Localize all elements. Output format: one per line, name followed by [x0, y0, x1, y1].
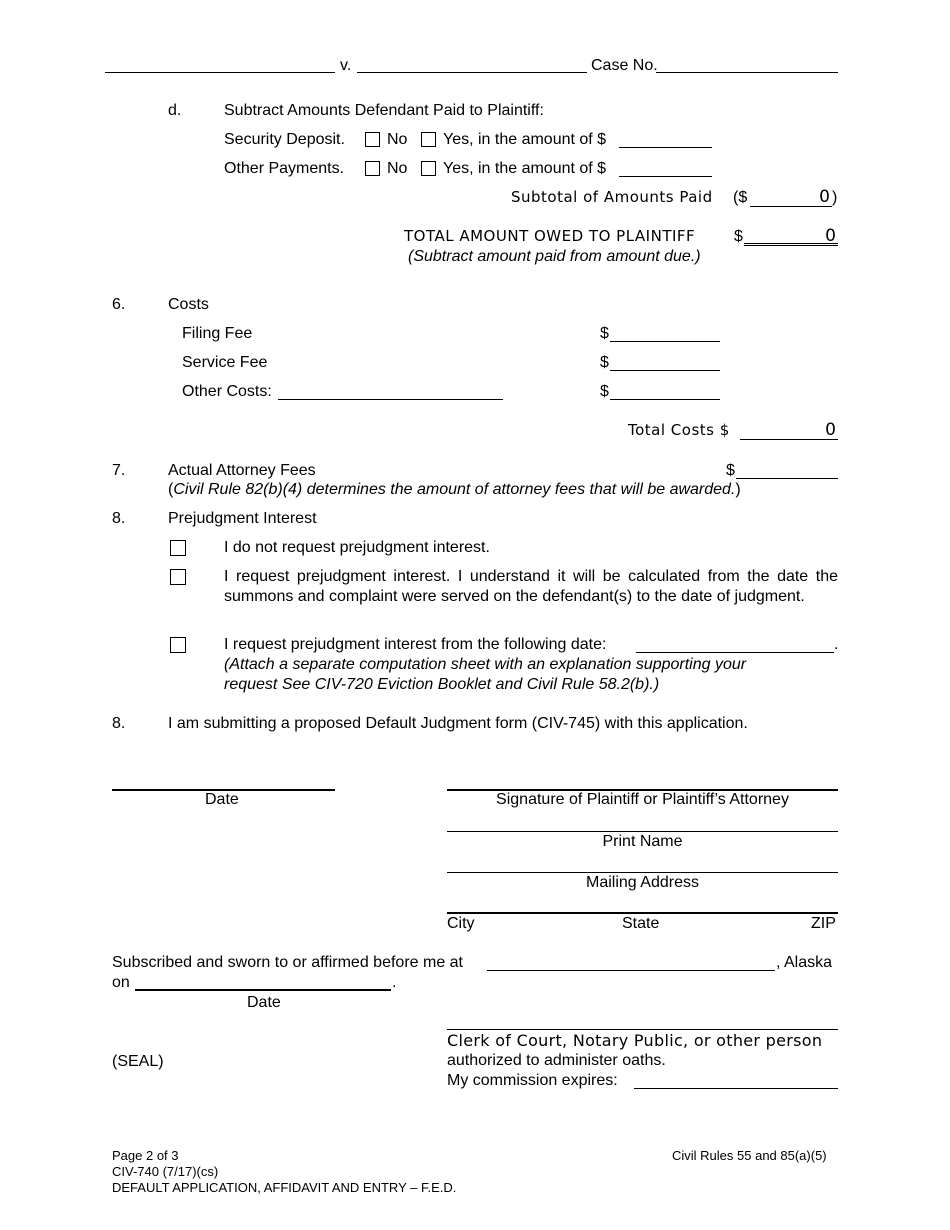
section-d-title: Subtract Amounts Defendant Paid to Plaintiff: — [224, 102, 544, 119]
footer-form-id: CIV-740 (7/17)(cs) — [112, 1164, 219, 1179]
on-label: on — [112, 974, 130, 991]
alaska-label: , Alaska — [776, 954, 833, 971]
filing-fee-dollar: $ — [600, 325, 609, 342]
other-payments-no-checkbox[interactable] — [365, 161, 380, 176]
security-deposit-amount-field[interactable] — [619, 147, 712, 148]
footer-form-title: DEFAULT APPLICATION, AFFIDAVIT AND ENTRY – F.E.D. — [112, 1180, 457, 1195]
footer-page: Page 2 of 3 — [112, 1148, 179, 1163]
total-costs-label: Total Costs $ — [628, 421, 730, 439]
print-name-label: Print Name — [602, 833, 683, 850]
total-costs-value: 0 — [825, 420, 836, 440]
section-d-number: d. — [168, 102, 182, 119]
total-owed-note: (Subtract amount paid from amount due.) — [408, 248, 701, 265]
section-8b-text: I am submitting a proposed Default Judgment form (CIV-745) with this application. — [168, 715, 748, 732]
sworn-location-field[interactable] — [487, 970, 775, 971]
section-7-title: Actual Attorney Fees — [168, 462, 316, 479]
attorney-fees-note — [168, 480, 741, 500]
subtotal-value: 0 — [819, 187, 830, 207]
other-costs-field[interactable] — [610, 399, 720, 400]
signature-label: Signature of Plaintiff or Plaintiff’s Attorney — [496, 791, 789, 808]
authorized-label: authorized to administer oaths. — [447, 1052, 666, 1069]
subtotal-open: ($ — [733, 189, 748, 206]
service-fee-dollar: $ — [600, 354, 609, 371]
service-fee-label: Service Fee — [182, 354, 268, 371]
attorney-fees-field[interactable] — [736, 478, 838, 479]
section-6-number: 6. — [112, 296, 126, 313]
section-8b-number: 8. — [112, 715, 126, 732]
request-interest-checkbox[interactable] — [170, 569, 186, 585]
other-payments-yes-label: Yes, in the amount of $ — [443, 160, 607, 177]
city-label: City — [447, 915, 475, 932]
section-8a-number: 8. — [112, 510, 126, 527]
total-owed-dollar: $ — [734, 228, 743, 245]
section-7-number: 7. — [112, 462, 126, 479]
security-deposit-yes-label: Yes, in the amount of $ — [443, 131, 607, 148]
clerk-label: Clerk of Court, Notary Public, or other person — [447, 1031, 823, 1050]
request-interest-label: I request prejudgment interest. I understand it will be calculated from the date the summons and complaint were served on the defendant(s) to the date of judgment. — [224, 568, 838, 605]
section-6-title: Costs — [168, 296, 209, 313]
state-label: State — [622, 915, 660, 932]
other-costs-description-field[interactable] — [278, 399, 503, 400]
security-deposit-no-label: No — [387, 131, 408, 148]
other-costs-dollar: $ — [600, 383, 609, 400]
total-owed-value: 0 — [825, 226, 836, 246]
date-label: Date — [205, 791, 239, 808]
attorney-fees-dollar: $ — [726, 462, 735, 479]
note-italic: Civil Rule 82(b)(4) determines the amount of attorney fees that will be awarded. — [173, 481, 736, 498]
no-interest-label: I do not request prejudgment interest. — [224, 539, 490, 556]
security-deposit-yes-checkbox[interactable] — [421, 132, 436, 147]
total-owed-label: TOTAL AMOUNT OWED TO PLAINTIFF — [404, 227, 696, 245]
commission-expires-field[interactable] — [634, 1088, 838, 1089]
plaintiff-name-field[interactable] — [105, 72, 335, 73]
footer-rules: Civil Rules 55 and 85(a)(5) — [672, 1148, 827, 1163]
seal-label: (SEAL) — [112, 1053, 164, 1070]
other-payments-amount-field[interactable] — [619, 176, 712, 177]
subtotal-label: Subtotal of Amounts Paid — [511, 188, 713, 206]
other-payments-label: Other Payments. — [224, 160, 345, 177]
filing-fee-label: Filing Fee — [182, 325, 253, 342]
sworn-text: Subscribed and sworn to or affirmed before me at — [112, 954, 463, 971]
mailing-address-label: Mailing Address — [586, 874, 699, 891]
no-interest-checkbox[interactable] — [170, 540, 186, 556]
clerk-signature-line[interactable] — [447, 1029, 838, 1030]
other-payments-yes-checkbox[interactable] — [421, 161, 436, 176]
sworn-date-label: Date — [247, 994, 281, 1011]
versus-label: v. — [340, 57, 352, 74]
interest-date-field[interactable] — [636, 652, 834, 653]
interest-from-date-label: I request prejudgment interest from the following date: — [224, 636, 607, 653]
sworn-date-period: . — [392, 974, 397, 991]
section-8a-title: Prejudgment Interest — [168, 510, 317, 527]
interest-from-date-checkbox[interactable] — [170, 637, 186, 653]
other-payments-no-label: No — [387, 160, 408, 177]
zip-label: ZIP — [811, 915, 836, 932]
sworn-date-field[interactable] — [135, 989, 391, 991]
security-deposit-label: Security Deposit. — [224, 131, 345, 148]
security-deposit-no-checkbox[interactable] — [365, 132, 380, 147]
subtotal-close: ) — [832, 189, 838, 206]
commission-label: My commission expires: — [447, 1072, 618, 1089]
service-fee-field[interactable] — [610, 370, 720, 371]
note-open: ( — [168, 481, 174, 498]
interest-date-period: . — [834, 636, 839, 653]
other-costs-label: Other Costs: — [182, 383, 272, 400]
filing-fee-field[interactable] — [610, 341, 720, 342]
note-close: ) — [735, 481, 741, 498]
case-no-field[interactable] — [656, 72, 838, 73]
case-no-label: Case No. — [591, 57, 658, 74]
interest-date-note: (Attach a separate computation sheet with an explanation supporting your request See CIV-720 Eviction Booklet and Civil Rule 58.2(b).) — [224, 656, 747, 693]
defendant-name-field[interactable] — [357, 72, 587, 73]
